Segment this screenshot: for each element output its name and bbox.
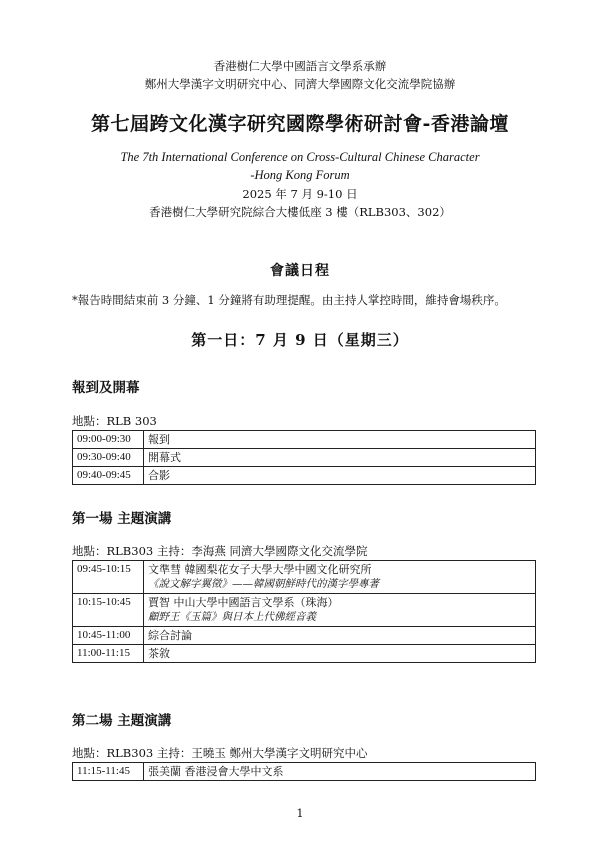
section-location-session-2: 地點：RLB303 主持：王曉玉 鄭州大學漢字文明研究中心 (72, 746, 368, 760)
event-cell: 綜合討論 (144, 627, 536, 645)
conference-date: 2025 年 7 月 9-10 日 (242, 187, 358, 201)
time-cell: 09:45-10:15 (73, 561, 144, 594)
speaker-line: 文準彗 韓國梨花女子大學大學中國文化研究所 (148, 563, 372, 576)
section-location-registration: 地點：RLB 303 (72, 414, 157, 428)
talk-title: 顧野王《玉篇》與日本上代佛經音義 (148, 611, 316, 623)
conference-title-zh: 第七屆跨文化漢字研究國際學術研討會-香港論壇 (91, 113, 509, 135)
time-cell: 09:00-09:30 (73, 431, 144, 449)
speaker-line: 賈智 中山大學中國語言文學系（珠海） (148, 596, 339, 609)
table-row (73, 763, 536, 781)
agenda-title: 會議日程 (270, 263, 330, 279)
schedule-table-session-1 (72, 560, 536, 663)
event-cell: 開幕式 (144, 449, 536, 467)
agenda-note: *報告時間結束前 3 分鐘、1 分鐘將有助理提醒。由主持人掌控時間，維持會場秩序。 (72, 293, 506, 307)
page-number: 1 (296, 807, 304, 820)
organizer-line: 香港樹仁大學中國語言文學系承辦 (213, 59, 387, 73)
time-cell: 09:30-09:40 (73, 449, 144, 467)
co-organizer-line: 鄭州大學漢字文明研究中心、同濟大學國際文化交流學院協辦 (144, 77, 456, 91)
schedule-table-session-2 (72, 762, 536, 781)
section-heading-session-2: 第二場 主題演講 (72, 713, 172, 729)
event-cell: 張美蘭 香港浸會大學中文系 (144, 763, 536, 781)
conference-title-en-line2: -Hong Kong Forum (250, 168, 350, 182)
section-location-session-1: 地點：RLB303 主持：李海燕 同濟大學國際文化交流學院 (72, 544, 368, 558)
time-cell: 09:40-09:45 (73, 467, 144, 485)
table-row (73, 594, 536, 627)
talk-title: 《說文解字翼徵》——韓國朝鮮時代的漢字學專著 (148, 578, 379, 590)
event-cell: 茶敘 (144, 645, 536, 663)
conference-venue: 香港樹仁大學研究院綜合大樓低座 3 樓（RLB303、302） (149, 205, 451, 219)
table-row (73, 449, 536, 467)
schedule-table-registration (72, 430, 536, 485)
event-cell (144, 594, 536, 627)
event-cell: 合影 (144, 467, 536, 485)
time-cell: 11:00-11:15 (73, 645, 144, 663)
time-cell: 10:45-11:00 (73, 627, 144, 645)
conference-title-en-line1: The 7th International Conference on Cross-Cultural Chinese Character (120, 150, 480, 164)
section-heading-session-1: 第一場 主題演講 (72, 511, 172, 527)
table-row (73, 627, 536, 645)
day-title: 第一日：7 月 9 日（星期三） (191, 331, 409, 349)
time-cell: 11:15-11:45 (73, 763, 144, 781)
table-row (73, 431, 536, 449)
section-heading-registration: 報到及開幕 (72, 380, 140, 396)
table-row (73, 645, 536, 663)
event-cell: 報到 (144, 431, 536, 449)
table-row (73, 561, 536, 594)
table-row (73, 467, 536, 485)
time-cell: 10:15-10:45 (73, 594, 144, 627)
event-cell (144, 561, 536, 594)
